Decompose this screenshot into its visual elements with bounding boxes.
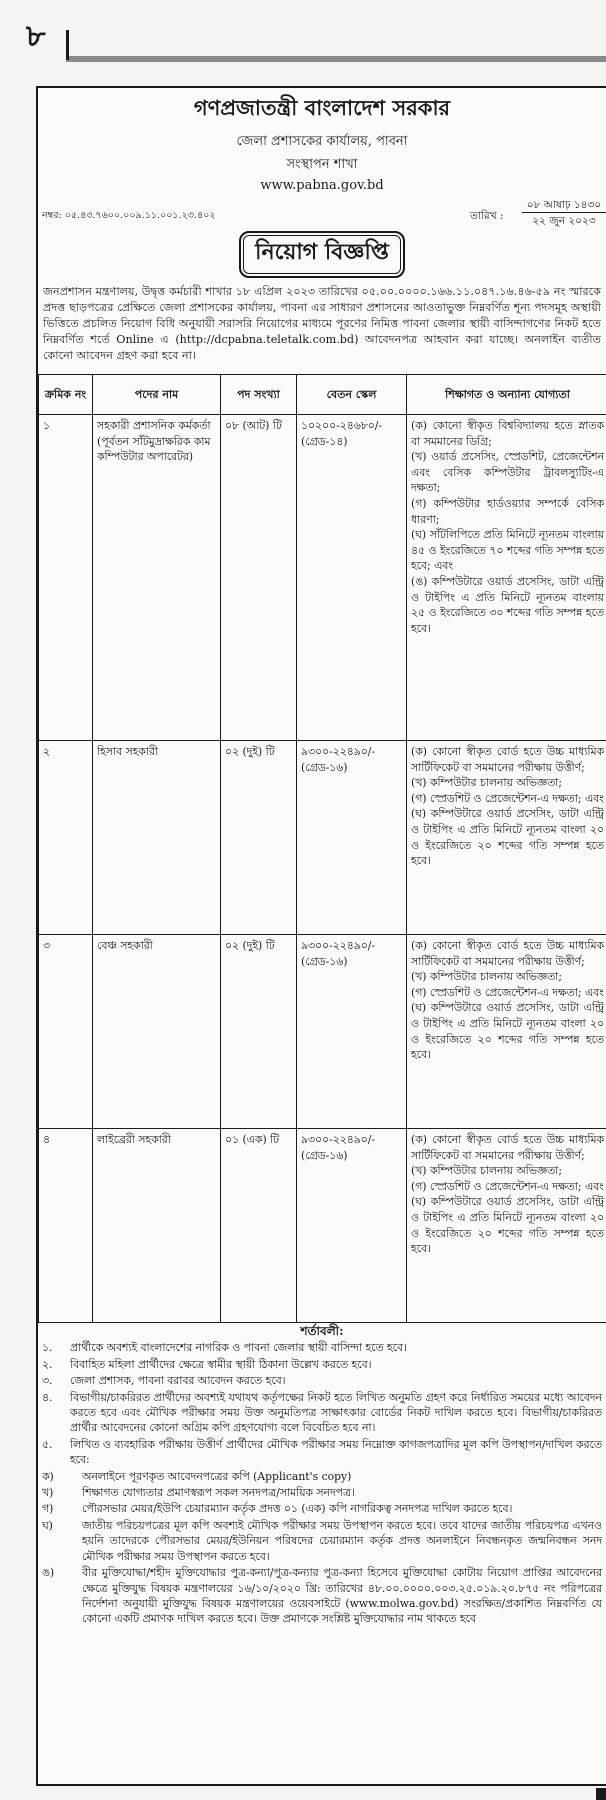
table-row [39,415,606,741]
condition-item [42,1437,602,1468]
qualification-item: (গ) স্প্রেডশিট ও প্রেজেন্টেশন-এ দক্ষতা; এবং [411,1179,604,1193]
condition-text: বিভাগীয়/চাকরিরত প্রার্থীদের অবশ্যই যথাযথ কর্তৃপক্ষের নিকট হতে লিখিত অনুমতি গ্রহণ করে নির্ধারিত সময়ের মধ্যে আবেদন করতে হবে এবং মৌখিক পরীক্ষার সময় উক্ত অনুমতিপত্র সাক্ষাৎকার বোর্ডের নিকট দাখিল করতে হবে। বিভাগীয়/চাকরিরত প্রার্থীর আবেদনের কোনো অগ্রিম কপি গ্রহণযোগ্য বলে বিবেচিত হবে না। [70,1390,602,1435]
table-row [39,935,606,1129]
row-serial: ১ [39,415,93,741]
condition-item [42,1373,602,1388]
row-post-name: সহকারী প্রশাসনিক কর্মকর্তা (পূর্বতন সাঁটমুদ্রাক্ষরিক কাম কম্পিউটার অপারেটর) [93,415,221,741]
condition-number: ৫. [42,1437,53,1451]
row-post-name: লাইব্রেরী সহকারী [93,1129,221,1323]
condition-number: ১. [42,1341,53,1355]
condition-number: ২. [42,1357,53,1371]
row-serial: ৪ [39,1129,93,1323]
document-number: খ) [42,1486,54,1500]
qualification-item: (ঘ) কম্পিউটারে ওয়ার্ড প্রসেসিং, ডাটা এন্ট্রি ও টাইপিং এ প্রতি মিনিটে ন্যূনতম বাংলা ২০ ও ইংরেজিতে ২০ শব্দের গতি সম্পন্ন হতে হবে। [411,1001,604,1062]
notice-frame [36,86,606,1786]
government-title: গণপ্রজাতন্ত্রী বাংলাদেশ সরকার [193,95,451,120]
memo-row [38,197,606,231]
branch-name: সংস্থাপন শাখা [286,157,358,172]
office-name: জেলা প্রশাসকের কার্যালয়, পাবনা [236,134,408,149]
condition-text: লিখিত ও ব্যবহারিক পরীক্ষায় উত্তীর্ণ প্রার্থীদের মৌখিক পরীক্ষার সময় নিম্নোক্ত কাগজপত্রাদির মূল কপি উপস্থাপন/দাখিল করতে হবে: [70,1437,602,1467]
table-header-row [39,375,606,415]
header-post-count: পদ সংখ্যা [221,375,297,415]
website-link[interactable]: www.pabna.gov.bd [260,178,384,193]
qualification-item: (গ) স্প্রেডশিট ও প্রেজেন্টেশন-এ দক্ষতা; এবং [411,985,604,999]
document-text: শিক্ষাগত যোগ্যতার প্রমাণস্বরূপ সকল সনদপত্র/সাময়িক সনদপত্র। [82,1486,355,1500]
header-post-name: পদের নাম [93,375,221,415]
document-text: বীর মুক্তিযোদ্ধা/শহীদ মুক্তিযোদ্ধার পুত্র-কন্যা/পুত্র-কন্যার পুত্র-কন্যা হিসেবে মুক্তিযোদ্ধা কোটায় নিয়োগ প্রাপ্তির আবেদনের ক্ষেত্রে মুক্তিযুদ্ধ বিষয়ক মন্ত্রণালয়ের ১৬/১০/২০২০ খ্রি: তারিখের ৪৮.০০.০০০০.০০৩.২৫.০১৯.২০.৮৭৫ নং পরিপত্রের নির্দেশনা অনুযায়ী মুক্তিযুদ্ধ বিষয়ক মন্ত্রণালয়ের ওয়েবসাইটে (www.molwa.gov.bd) সংরক্ষিত/প্রকাশিত নিম্নবর্ণিত যে কোনো একটি প্রমাণক দাখিল করতে হবে। উক্ত প্রমাণকে সংশ্লিষ্ট মুক্তিযোদ্ধার নাম থাকতে হবে [82,1566,602,1626]
intro-paragraph: জনপ্রশাসন মন্ত্রণালয়, উদ্বৃত্ত কর্মচারী শাখার ১৮ এপ্রিল ২০২৩ তারিখের ০৫.০০.০০০০.১৬৬.১১.০৪৭.১৬.৪৬-৫৯ নং স্মারকে প্রদত্ত ছাড়পত্রের প্রেক্ষিতে জেলা প্রশাসকের কার্যালয়, পাবনা এর সাধারণ প্রশাসনের আওতাভুক্ত নিম্নবর্ণিত শূন্য পদসমূহ অস্থায়ী ভিত্তিতে প্রচলিত নিয়োগ বিধি অনুযায়ী সরাসরি নিয়োগের মাধ্যমে পূরণের নিমিত্ত পাবনা জেলার স্থায়ী বাসিন্দাগণের নিকট হতে নিম্নবর্ণিত শর্তে Online এ (http://dcpabna.teletalk.com.bd) আবেদনপত্র আহবান করা যাচ্ছে। অনলাইন ব্যতীত কোনো আবেদন গ্রহণ করা হবে না। [43,285,601,362]
row-pay-scale: ৯৩০০-২২৪৯০/- (গ্রেড-১৬) [297,741,407,935]
qualification-item: (গ) কম্পিউটার হার্ডওয়্যার সম্পর্কে বেসিক ধারণা; [411,496,604,526]
condition-text: প্রার্থীকে অবশ্যই বাংলাদেশের নাগরিক ও পাবনা জেলার স্থায়ী বাসিন্দা হতে হবে। [70,1341,407,1355]
page-number: ৮ [26,19,46,54]
row-qualification [407,935,606,1129]
date-english: ২২ জুন ২০২৩ [532,215,596,227]
qualification-item: (ক) কোনো স্বীকৃত বোর্ড হতে উচ্চ মাধ্যমিক সার্টিফিকেট বা সমমানের পরীক্ষায় উত্তীর্ণ; [411,1133,604,1162]
qualification-item: (ঘ) কম্পিউটারে ওয়ার্ড প্রসেসিং, ডাটা এন্ট্রি ও টাইপিং এ প্রতি মিনিটে ন্যূনতম বাংলা ২০ ও ইংরেজিতে ২০ শব্দের গতি সম্পন্ন হতে হবে। [411,807,604,868]
condition-item [42,1340,602,1355]
row-pay-scale: ১০২০০-২৪৬৮০/- (গ্রেড-১৪) [297,415,407,741]
memo-number: নম্বর: ০৫.৪৩.৭৬০০.০০৯.১১.০০১.২৩.৪০২ [42,210,216,221]
row-serial: ৩ [39,935,93,1129]
row-post-name: হিসাব সহকারী [93,741,221,935]
qualification-item: (ঘ) সাঁটলিপিতে প্রতি মিনিটে ন্যূনতম বাংলায় ৪৫ ও ইংরেজিতে ৭০ শব্দের গতি সম্পন্ন হতে হবে; এবং [411,528,604,573]
qualification-item: (ক) কোনো স্বীকৃত বোর্ড হতে উচ্চ মাধ্যমিক সার্টিফিকেট বা সমমানের পরীক্ষায় উত্তীর্ণ; [411,745,604,774]
row-post-count: ০৮ (আট) টি [221,415,297,741]
condition-text: জেলা প্রশাসক, পাবনা বরাবর আবেদন করতে হবে। [70,1374,286,1388]
qualification-item: (খ) কম্পিউটার চালনায় অভিজ্ঞতা; [411,1164,562,1178]
table-row [39,1129,606,1323]
row-post-count: ০২ (দুই) টি [221,741,297,935]
qualification-item: (খ) ওয়ার্ড প্রসেসিং, স্প্রেডশিট, প্রেজেন্টেশন এবং বেসিক কম্পিউটার ট্রাবলস্যুটিং-এ দক্ষতা; [411,450,604,495]
notice-title: নিয়োগ বিজ্ঞপ্তি [239,231,405,278]
document-item [42,1485,602,1500]
date-box [522,197,606,229]
table-row [39,741,606,935]
condition-number: ৩. [42,1374,53,1388]
document-item [42,1565,602,1627]
document-number: গ) [42,1502,54,1516]
document-number: ঙ) [42,1566,55,1580]
document-item [42,1469,602,1484]
qualification-item: (খ) কম্পিউটার চালনায় অভিজ্ঞতা; [411,776,562,790]
qualification-item: (ঘ) কম্পিউটারে ওয়ার্ড প্রসেসিং, ডাটা এন্ট্রি ও টাইপিং এ প্রতি মিনিটে ন্যূনতম বাংলা ২০ ও ইংরেজিতে ২০ শব্দের গতি সম্পন্ন হতে হবে। [411,1195,604,1256]
document-text: জাতীয় পরিচয়পত্রের মূল কপি অবশ্যই মৌখিক পরীক্ষার সময় উপস্থাপন করতে হবে। তবে যাদের জাতীয় পরিচয়পত্র এখনও হয়নি তাদেরকে পৌরসভার মেয়র/ইউনিয়ন পরিষদের চেয়ারম্যান কর্তৃক প্রদত্ত অনলাইনে নিবন্ধনকৃত জন্মনিবন্ধন সনদ মৌখিক পরীক্ষার সময় উপস্থাপন করতে হবে। [82,1518,602,1563]
qualification-item: (ঙ) কম্পিউটারে ওয়ার্ড প্রসেসিং, ডাটা এন্ট্রি ও টাইপিং এ প্রতি মিনিটে ন্যূনতম বাংলায় ২৫ ও ইংরেজিতে ৩০ শব্দের গতি সম্পন্ন হতে হবে। [411,574,604,635]
qualification-item: (ক) কোনো স্বীকৃত বিশ্ববিদ্যালয় হতে স্নাতক বা সমমানের ডিগ্রি; [411,419,604,448]
header-serial: ক্রমিক নং [39,375,93,415]
document-text: পৌরসভার মেয়র/ইউপি চেয়ারম্যান কর্তৃক প্রদত্ত ০১ (এক) কপি নাগরিকত্ব সনদপত্র দাখিল করতে হবে। [82,1502,513,1516]
conditions-section [38,1324,606,1627]
qualification-item: (গ) স্প্রেডশিট ও প্রেজেন্টেশন-এ দক্ষতা; এবং [411,791,604,805]
condition-text: বিবাহিত মহিলা প্রার্থীদের ক্ষেত্রে স্বামীর স্থায়ী ঠিকানা উল্লেখ করতে হবে। [70,1357,372,1371]
qualification-item: (খ) কম্পিউটার চালনায় অভিজ্ঞতা; [411,970,562,984]
row-pay-scale: ৯৩০০-২২৪৯০/- (গ্রেড-১৬) [297,935,407,1129]
posts-table [38,374,606,1323]
document-number: ঘ) [42,1518,53,1532]
row-qualification [407,415,606,741]
header-qualification: শিক্ষাগত ও অন্যান্য যোগ্যতা [407,375,606,415]
corner-mark [596,1788,606,1800]
header-pay-scale: বেতন স্কেল [297,375,407,415]
document-number: ক) [42,1469,54,1483]
qualification-item: (ক) কোনো স্বীকৃত বোর্ড হতে উচ্চ মাধ্যমিক সার্টিফিকেট বা সমমানের পরীক্ষায় উত্তীর্ণ; [411,939,604,968]
condition-item [42,1357,602,1372]
conditions-title: শর্তাবলী: [300,1324,344,1338]
row-post-name: বেঞ্চ সহকারী [93,935,221,1129]
date-label: তারিখ : [470,210,504,222]
row-post-count: ০২ (দুই) টি [221,935,297,1129]
date-bangla: ০৮ আষাঢ় ১৪৩০ [522,197,606,213]
row-post-count: ০১ (এক) টি [221,1129,297,1323]
row-qualification [407,1129,606,1323]
document-text: অনলাইনে পূরণকৃত আবেদনপত্রের কপি (Applicant's copy) [82,1469,352,1483]
condition-number: ৪. [42,1390,53,1404]
row-serial: ২ [39,741,93,935]
row-pay-scale: ৯৩০০-২২৪৯০/- (গ্রেড-১৬) [297,1129,407,1323]
header-rule [66,26,606,62]
document-item [42,1518,602,1564]
document-item [42,1501,602,1516]
condition-item [42,1390,602,1436]
row-qualification [407,741,606,935]
